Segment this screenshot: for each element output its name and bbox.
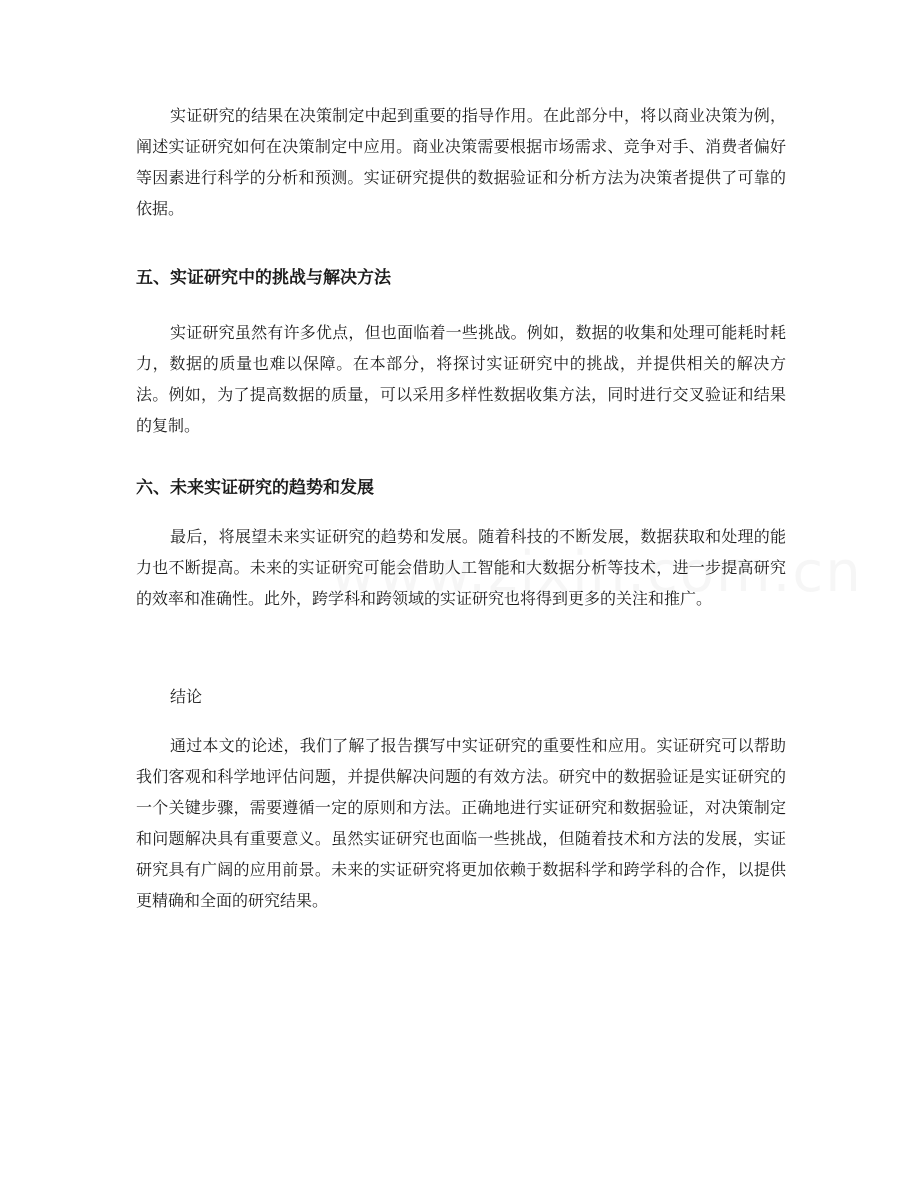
section-heading-future: 六、未来实证研究的趋势和发展: [136, 478, 374, 498]
conclusion-label: 结论: [170, 687, 203, 706]
paragraph-conclusion: 通过本文的论述，我们了解了报告撰写中实证研究的重要性和应用。实证研究可以帮助我们客观和科学地评估问题，并提供解决问题的有效方法。研究中的数据验证是实证研究的一个关键步骤，需要遵循一定的原则和方法。正确地进行实证研究和数据验证，对决策制定和问题解决具有重要意义。虽然实证研究也面临一些挑战，但随着技术和方法的发展，实证研究具有广阔的应用前景。未来的实证研究将更加依赖于数据科学和跨学科的合作，以提供更精确和全面的研究结果。: [136, 736, 786, 910]
paragraph-decision-making: 实证研究的结果在决策制定中起到重要的指导作用。在此部分中，将以商业决策为例，阐述实证研究如何在决策制定中应用。商业决策需要根据市场需求、竞争对手、消费者偏好等因素进行科学的分析和预测。实证研究提供的数据验证和分析方法为决策者提供了可靠的依据。: [136, 106, 786, 218]
section-heading-challenges: 五、实证研究中的挑战与解决方法: [136, 268, 391, 288]
paragraph-challenges: 实证研究虽然有许多优点，但也面临着一些挑战。例如，数据的收集和处理可能耗时耗力，数据的质量也难以保障。在本部分，将探讨实证研究中的挑战，并提供相关的解决方法。例如，为了提高数据的质量，可以采用多样性数据收集方法，同时进行交叉验证和结果的复制。: [136, 323, 786, 435]
paragraph-future-trends: 最后，将展望未来实证研究的趋势和发展。随着科技的不断发展，数据获取和处理的能力也不断提高。未来的实证研究可能会借助人工智能和大数据分析等技术，进一步提高研究的效率和准确性。此外，跨学科和跨领域的实证研究也将得到更多的关注和推广。: [136, 527, 786, 608]
